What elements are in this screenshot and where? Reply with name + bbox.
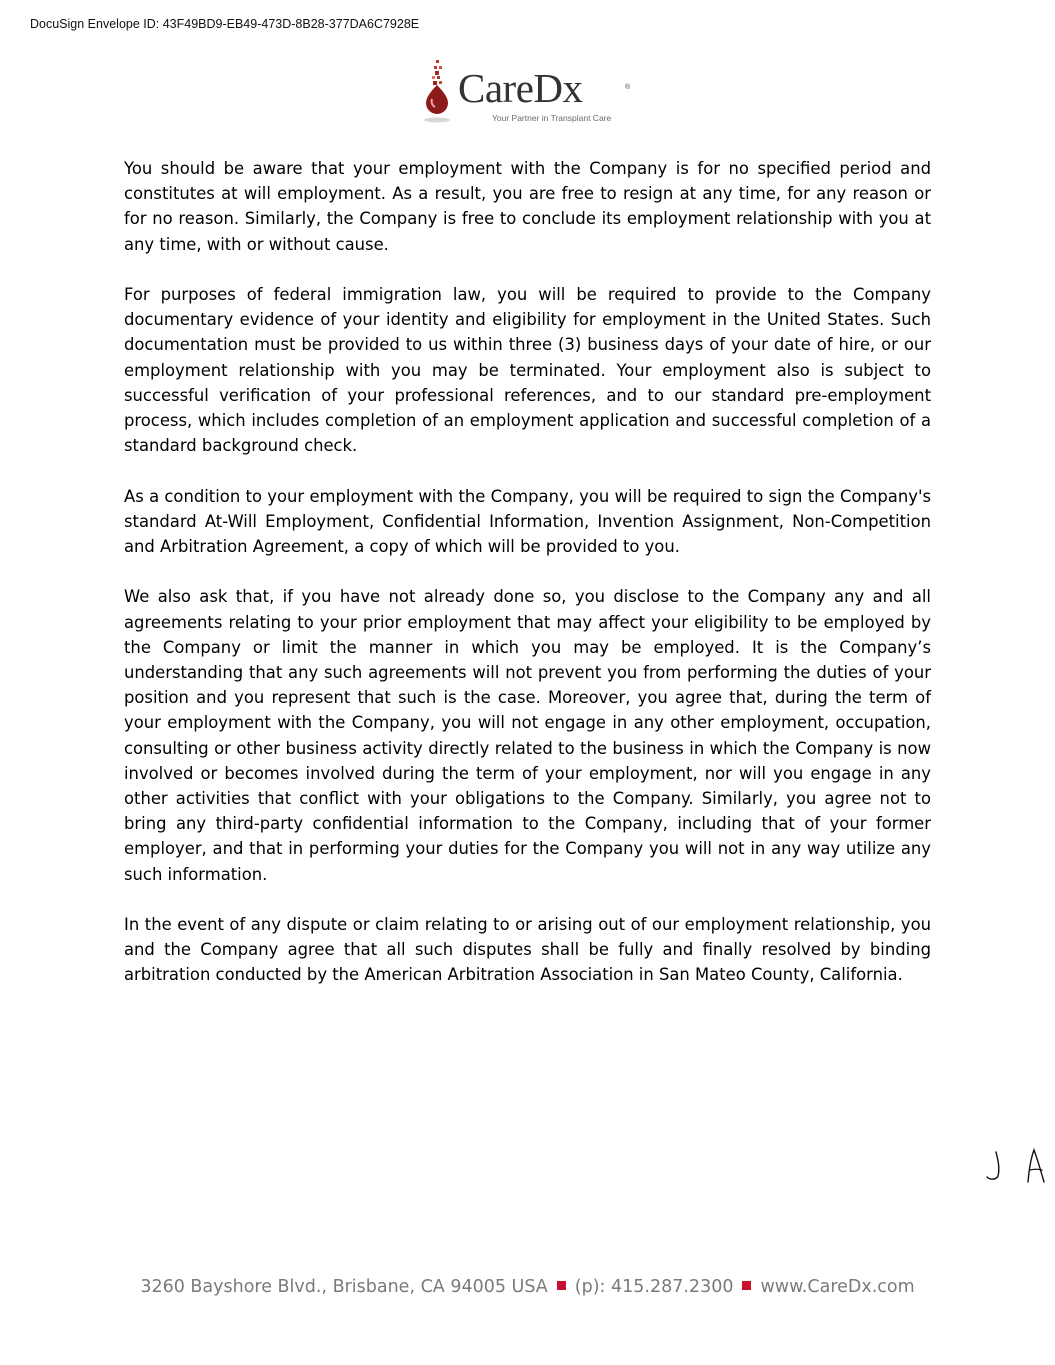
footer-website: www.CareDx.com	[760, 1277, 915, 1297]
logo-wordmark: CareDx	[458, 65, 583, 111]
paragraph-prior-agreements: We also ask that, if you have not already done so, you disclose to the Company any and all agreements relating to your prior employment that may affect your eligibility to be employed by the Company or limit the manner in which you may be employed. It is the Company’s understanding that any such agreements will not prevent you from performing the duties of your position and you represent that such is the case. Moreover, you agree that, during the term of your employment with the Company, you will not engage in any other employment, occupation, consulting or other business activity directly related to the business in which the Company is now involved or becomes involved during the term of your employment, nor will you engage in any other activities that conflict with your obligations to the Company. Similarly, you agree not to bring any third-party confidential information to the Company, including that of your former employer, and that in performing your duties for the Company you will not in any way utilize any such information.	[124, 587, 931, 884]
caredx-logo	[422, 58, 637, 126]
handwritten-initials	[984, 1146, 1048, 1188]
logo-tagline: Your Partner in Transplant Care	[492, 113, 612, 123]
footer-separator-icon	[557, 1281, 566, 1290]
logo-registered-mark: ®	[625, 84, 631, 91]
letterhead-footer	[0, 1277, 1055, 1297]
footer-address: 3260 Bayshore Blvd., Brisbane, CA 94005 USA	[140, 1277, 548, 1297]
footer-phone: (p): 415.287.2300	[574, 1277, 734, 1297]
paragraph-agreement: As a condition to your employment with the Company, you will be required to sign the Company's standard At-Will Employment, Confidential Information, Invention Assignment, Non-Competition and Arbitration Agreement, a copy of which will be provided to you.	[124, 486, 931, 557]
paragraph-at-will: You should be aware that your employment with the Company is for no specified period and constitutes at will employment. As a result, you are free to resign at any time, for any reason or for no reason. Similarly, the Company is free to conclude its employment relationship with you at any time, with or without cause.	[124, 159, 931, 254]
letter-body	[124, 156, 931, 1013]
docusign-envelope-id: DocuSign Envelope ID: 43F49BD9-EB49-473D-8B28-377DA6C7928E	[30, 17, 420, 31]
footer-separator-icon	[742, 1281, 751, 1290]
paragraph-immigration: For purposes of federal immigration law, you will be required to provide to the Company documentary evidence of your identity and eligibility for employment in the United States. Such documentation must be provided to us within three (3) business days of your date of hire, or our employment relationship with you may be terminated. Your employment also is subject to successful verification of your professional references, and to our standard pre-employment process, which includes completion of an employment application and successful completion of a standard background check.	[124, 285, 931, 456]
paragraph-arbitration: In the event of any dispute or claim relating to or arising out of our employment relationship, you and the Company agree that all such disputes shall be fully and finally resolved by binding arbitration conducted by the American Arbitration Association in San Mateo County, California.	[124, 915, 931, 985]
caredx-drop-icon	[422, 58, 462, 126]
